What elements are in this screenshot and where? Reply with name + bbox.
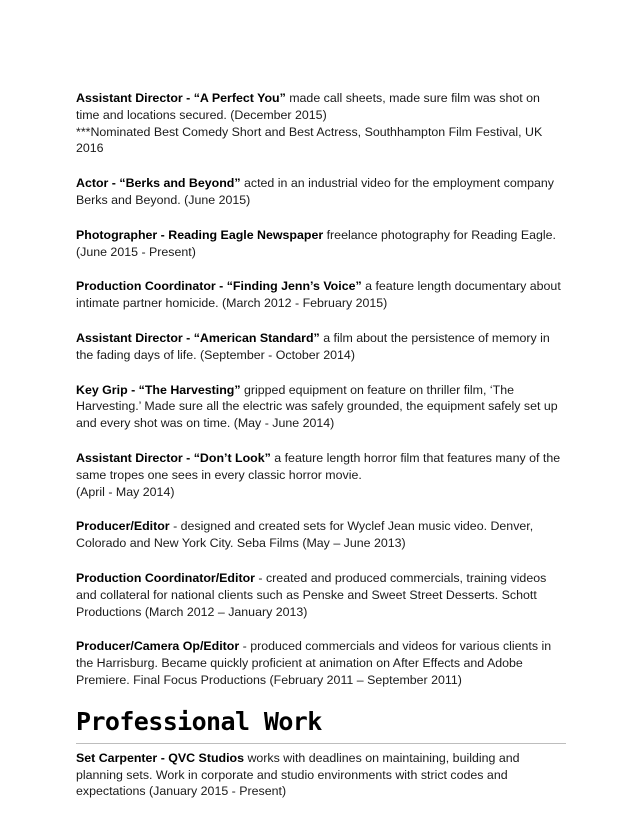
experience-entry <box>76 450 564 500</box>
experience-entry <box>76 638 564 688</box>
resume-content <box>76 90 564 818</box>
entry-description: gripped equipment on feature on thriller film, ‘The Harvesting.’ Made sure all the electric was safely grounded, the equipment safely set up and every shot was on time. (May - June 2014) <box>76 382 558 431</box>
entry-title: Production Coordinator/Editor <box>76 570 255 585</box>
entry-title: Assistant Director - “A Perfect You” <box>76 91 286 105</box>
entry-description: a feature length documentary about intimate partner homicide. (March 2012 - February 2015) <box>76 279 561 311</box>
experience-entry <box>76 175 564 209</box>
entry-description: works with deadlines on maintaining, building and planning sets. Work in corporate and studio environments with strict codes and expectations (January 2015 - Present) <box>76 750 520 799</box>
entry-dates: (April - May 2014) <box>76 484 175 499</box>
entry-description: a film about the persistence of memory in the fading days of life. (September - October 2014) <box>76 330 550 362</box>
entry-description: acted in an industrial video for the employment company Berks and Beyond. (June 2015) <box>76 176 554 207</box>
entry-title: Photographer - Reading Eagle Newspaper <box>76 227 324 242</box>
entry-description: freelance photography for Reading Eagle. (June 2015 - Present) <box>76 227 556 259</box>
entry-description: - created and produced commercials, training videos and collateral for national clients such as Penske and Sweet Street Desserts. Schott Productions (March 2012 – January 2013) <box>76 570 547 619</box>
entry-description: - produced commercials and videos for various clients in the Harrisburg. Became quickly proficient at animation on After Effects and Adobe Premiere. Final Focus Productions (February 2011 – September 2011) <box>76 639 552 687</box>
entry-title: Assistant Director - “Don’t Look” <box>76 450 271 465</box>
entry-description: made call sheets, made sure film was shot on time and locations secured. (December 2015) <box>76 91 540 122</box>
entry-text <box>76 90 564 124</box>
entry-title: Assistant Director - “American Standard” <box>76 330 320 345</box>
experience-entry <box>76 570 564 620</box>
entry-description: a feature length horror film that features many of the same tropes one sees in every classic horror movie. <box>76 450 561 482</box>
experience-entry <box>76 278 564 312</box>
entry-text <box>76 227 564 261</box>
experience-entry <box>76 330 564 364</box>
experience-entry <box>76 518 564 552</box>
section-divider <box>76 743 566 744</box>
entry-title: Key Grip - “The Harvesting” <box>76 382 241 397</box>
entry-text <box>76 570 564 620</box>
entry-text <box>76 175 564 209</box>
entry-text <box>76 382 564 432</box>
entry-title: Actor - “Berks and Beyond” <box>76 176 241 191</box>
experience-entry <box>76 227 564 261</box>
section-heading: Professional Work <box>76 706 322 736</box>
entry-text <box>76 518 564 552</box>
experience-entry <box>76 382 564 432</box>
entry-description: - designed and created sets for Wyclef Jean music video. Denver, Colorado and New York City. Seba Films (May – June 2013) <box>76 519 534 551</box>
entry-text <box>76 450 564 484</box>
entry-text <box>76 278 564 312</box>
entry-title: Producer/Editor <box>76 519 170 534</box>
entry-title: Set Carpenter - QVC Studios <box>76 750 244 765</box>
entry-title: Production Coordinator - “Finding Jenn’s Voice” <box>76 279 362 294</box>
entry-title: Producer/Camera Op/Editor <box>76 639 240 654</box>
work-entry <box>76 750 564 800</box>
entry-text <box>76 330 564 364</box>
experience-entry <box>76 90 564 157</box>
entry-note: ***Nominated Best Comedy Short and Best Actress, Southhampton Film Festival, UK 2016 <box>76 124 543 156</box>
entry-text <box>76 638 564 688</box>
entry-text <box>76 750 564 800</box>
